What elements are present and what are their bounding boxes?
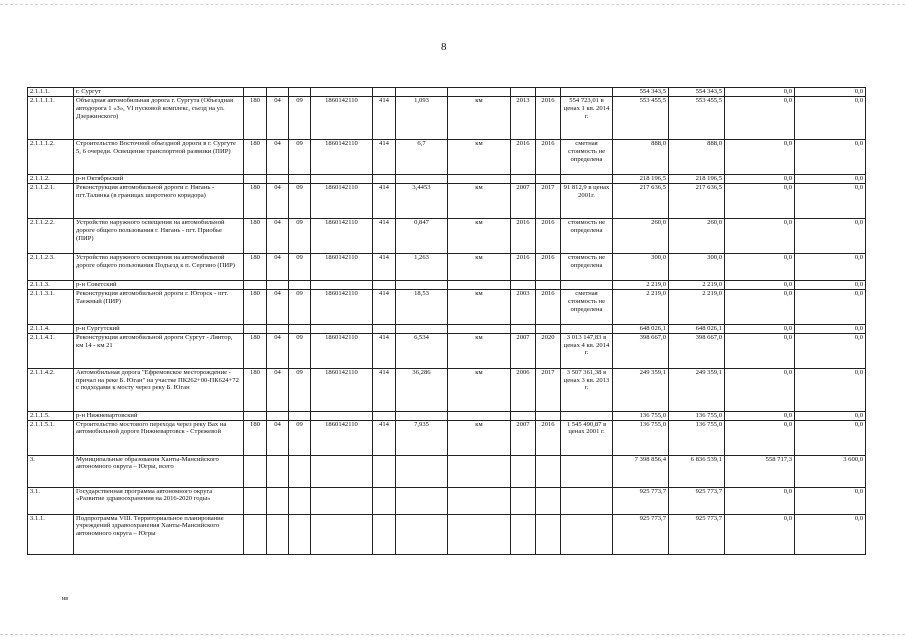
project-name-cell: Муниципальные образования Ханты-Мансийского автономного округа – Югры, всего [74, 455, 244, 487]
code-cell: 2.1.1.4.1. [28, 333, 74, 368]
section-code-cell: 04 [267, 183, 289, 218]
table-row [28, 514, 866, 554]
federal-budget-cell: 0,0 [725, 368, 795, 411]
table-row [28, 411, 866, 420]
expense-type-cell [373, 88, 396, 97]
table-row [28, 139, 866, 174]
total-value-cell: 648 026,1 [613, 324, 669, 333]
capacity-cell [396, 324, 448, 333]
start-year-cell [511, 88, 536, 97]
total-value-cell: 300,0 [613, 253, 669, 280]
table-row [28, 333, 866, 368]
capacity-cell [396, 88, 448, 97]
section-code-cell [267, 280, 289, 289]
section-code-cell: 04 [267, 289, 289, 324]
local-budget-cell: 0,0 [795, 289, 866, 324]
okrug-budget-cell: 2 219,0 [669, 289, 725, 324]
subsection-code-cell [289, 487, 311, 514]
start-year-cell [511, 514, 536, 554]
ministry-code-cell: 180 [244, 139, 267, 174]
expense-type-cell [373, 455, 396, 487]
start-year-cell: 2007 [511, 333, 536, 368]
project-name-cell: Автомобильная дорога "Ефремовское месторождение - причал на реке Б. Юган" на участке ПК262+00-ПК624+72 с подходами к мосту через реку Б. Юган [74, 368, 244, 411]
end-year-cell [536, 280, 561, 289]
unit-cell [448, 324, 511, 333]
okrug-budget-cell: 398 667,0 [669, 333, 725, 368]
page-number: 8 [441, 41, 447, 53]
total-value-cell: 398 667,0 [613, 333, 669, 368]
local-budget-cell: 0,0 [795, 487, 866, 514]
section-code-cell: 04 [267, 420, 289, 455]
unit-cell [448, 88, 511, 97]
subsection-code-cell [289, 455, 311, 487]
ministry-code-cell [244, 88, 267, 97]
section-code-cell: 04 [267, 333, 289, 368]
total-value-cell: 888,0 [613, 139, 669, 174]
local-budget-cell: 0,0 [795, 420, 866, 455]
end-year-cell [536, 174, 561, 183]
project-name-cell: р-н Октябрьский [74, 174, 244, 183]
section-code-cell: 04 [267, 218, 289, 253]
end-year-cell: 2016 [536, 253, 561, 280]
target-article-cell: 1860142110 [311, 289, 373, 324]
project-name-cell: Реконструкция автомобильной дороги Сургут - Лянтор, км 14 - км 21 [74, 333, 244, 368]
local-budget-cell: 0,0 [795, 218, 866, 253]
target-article-cell: 1860142110 [311, 333, 373, 368]
local-budget-cell: 0,0 [795, 280, 866, 289]
unit-cell [448, 411, 511, 420]
okrug-budget-cell: 136 755,0 [669, 420, 725, 455]
ministry-code-cell: 180 [244, 420, 267, 455]
unit-cell: км [448, 183, 511, 218]
code-cell: 2.1.1.2.3. [28, 253, 74, 280]
target-article-cell: 1860142110 [311, 139, 373, 174]
target-article-cell: 1860142110 [311, 183, 373, 218]
table-row [28, 183, 866, 218]
code-cell: 2.1.1.2.2. [28, 218, 74, 253]
total-value-cell: 136 755,0 [613, 411, 669, 420]
section-code-cell: 04 [267, 96, 289, 139]
total-value-cell: 218 196,5 [613, 174, 669, 183]
capacity-cell [396, 487, 448, 514]
federal-budget-cell: 0,0 [725, 420, 795, 455]
estimated-cost-cell: 3 507 361,38 в ценах 3 кв. 2013 г. [561, 368, 613, 411]
estimated-cost-cell [561, 324, 613, 333]
okrug-budget-cell: 260,0 [669, 218, 725, 253]
project-name-cell: Подпрограмма VIII. Территориальное планирование учреждений здравоохранения Ханты-Мансийского автономного округа – Югры [74, 514, 244, 554]
table-row [28, 289, 866, 324]
project-name-cell: р-н Нижневартовский [74, 411, 244, 420]
okrug-budget-cell: 2 219,0 [669, 280, 725, 289]
project-name-cell: Устройство наружного освещения на автомобильной дороге общего пользования г. Нягань - пгт. Приобье (ПИР) [74, 218, 244, 253]
target-article-cell [311, 280, 373, 289]
scan-edge-bottom [0, 634, 905, 636]
subsection-code-cell: 09 [289, 183, 311, 218]
end-year-cell [536, 455, 561, 487]
total-value-cell: 925 773,7 [613, 514, 669, 554]
estimated-cost-cell: 1 545 490,87 в ценах 2001 г. [561, 420, 613, 455]
expense-type-cell: 414 [373, 218, 396, 253]
unit-cell: км [448, 368, 511, 411]
table-row [28, 88, 866, 97]
subsection-code-cell: 09 [289, 420, 311, 455]
table-row [28, 174, 866, 183]
code-cell: 2.1.1.3. [28, 280, 74, 289]
capacity-cell: 36,286 [396, 368, 448, 411]
code-cell: 2.1.1.2. [28, 174, 74, 183]
start-year-cell: 2016 [511, 253, 536, 280]
end-year-cell: 2016 [536, 218, 561, 253]
project-name-cell: г. Сургут [74, 88, 244, 97]
total-value-cell: 925 773,7 [613, 487, 669, 514]
target-article-cell [311, 455, 373, 487]
okrug-budget-cell: 554 343,5 [669, 88, 725, 97]
local-budget-cell: 3 600,0 [795, 455, 866, 487]
target-article-cell [311, 88, 373, 97]
investment-table [27, 87, 866, 555]
start-year-cell: 2007 [511, 183, 536, 218]
federal-budget-cell: 0,0 [725, 514, 795, 554]
start-year-cell [511, 324, 536, 333]
okrug-budget-cell: 249 359,1 [669, 368, 725, 411]
table-row [28, 487, 866, 514]
start-year-cell: 2006 [511, 368, 536, 411]
start-year-cell [511, 411, 536, 420]
target-article-cell [311, 514, 373, 554]
ministry-code-cell [244, 280, 267, 289]
okrug-budget-cell: 300,0 [669, 253, 725, 280]
project-name-cell: р-н Советский [74, 280, 244, 289]
local-budget-cell: 0,0 [795, 411, 866, 420]
code-cell: 3.1. [28, 487, 74, 514]
ministry-code-cell [244, 411, 267, 420]
code-cell: 2.1.1.3.1. [28, 289, 74, 324]
capacity-cell: 1,263 [396, 253, 448, 280]
local-budget-cell: 0,0 [795, 514, 866, 554]
end-year-cell: 2017 [536, 183, 561, 218]
okrug-budget-cell: 925 773,7 [669, 514, 725, 554]
end-year-cell: 2016 [536, 139, 561, 174]
total-value-cell: 249 359,1 [613, 368, 669, 411]
estimated-cost-cell: 3 013 147,83 в ценах 4 кв. 2014 г. [561, 333, 613, 368]
expense-type-cell: 414 [373, 289, 396, 324]
capacity-cell: 7,935 [396, 420, 448, 455]
code-cell: 2.1.1.5. [28, 411, 74, 420]
local-budget-cell: 0,0 [795, 253, 866, 280]
local-budget-cell: 0,0 [795, 96, 866, 139]
end-year-cell: 2016 [536, 289, 561, 324]
end-year-cell: 2016 [536, 420, 561, 455]
project-name-cell: Устройство наружного освещения на автомобильной дороге общего пользования Подъезд к п. Сергино (ПИР) [74, 253, 244, 280]
capacity-cell: 3,4453 [396, 183, 448, 218]
unit-cell [448, 280, 511, 289]
capacity-cell: 0,847 [396, 218, 448, 253]
section-code-cell [267, 88, 289, 97]
unit-cell: км [448, 218, 511, 253]
expense-type-cell [373, 174, 396, 183]
section-code-cell [267, 324, 289, 333]
okrug-budget-cell: 888,0 [669, 139, 725, 174]
federal-budget-cell: 0,0 [725, 218, 795, 253]
estimated-cost-cell [561, 487, 613, 514]
section-code-cell [267, 487, 289, 514]
expense-type-cell [373, 324, 396, 333]
capacity-cell [396, 411, 448, 420]
ministry-code-cell: 180 [244, 289, 267, 324]
capacity-cell [396, 174, 448, 183]
expense-type-cell: 414 [373, 368, 396, 411]
expense-type-cell: 414 [373, 139, 396, 174]
start-year-cell [511, 487, 536, 514]
table-row [28, 253, 866, 280]
code-cell: 2.1.1.1.2. [28, 139, 74, 174]
expense-type-cell: 414 [373, 333, 396, 368]
federal-budget-cell: 0,0 [725, 88, 795, 97]
end-year-cell [536, 487, 561, 514]
subsection-code-cell: 09 [289, 218, 311, 253]
expense-type-cell: 414 [373, 420, 396, 455]
ministry-code-cell [244, 324, 267, 333]
capacity-cell: 18,53 [396, 289, 448, 324]
federal-budget-cell: 0,0 [725, 324, 795, 333]
start-year-cell: 2016 [511, 218, 536, 253]
end-year-cell [536, 324, 561, 333]
target-article-cell: 1860142110 [311, 420, 373, 455]
code-cell: 2.1.1.5.1. [28, 420, 74, 455]
end-year-cell [536, 88, 561, 97]
unit-cell: км [448, 420, 511, 455]
project-name-cell: Реконструкция автомобильной дороги г. Югорск - пгт. Таежный (ПИР) [74, 289, 244, 324]
section-code-cell: 04 [267, 368, 289, 411]
expense-type-cell [373, 487, 396, 514]
capacity-cell [396, 455, 448, 487]
unit-cell [448, 174, 511, 183]
section-code-cell [267, 174, 289, 183]
subsection-code-cell [289, 514, 311, 554]
target-article-cell [311, 324, 373, 333]
start-year-cell: 2003 [511, 289, 536, 324]
project-name-cell: Строительство Восточной объездной дороги в г. Сургуте 5, 6 очереди. Освещение транспортной развязки (ПИР) [74, 139, 244, 174]
estimated-cost-cell [561, 514, 613, 554]
ministry-code-cell: 180 [244, 368, 267, 411]
unit-cell: км [448, 333, 511, 368]
estimated-cost-cell: 91 812,9 в ценах 2001г. [561, 183, 613, 218]
target-article-cell [311, 411, 373, 420]
local-budget-cell: 0,0 [795, 368, 866, 411]
target-article-cell: 1860142110 [311, 218, 373, 253]
okrug-budget-cell: 136 755,0 [669, 411, 725, 420]
project-name-cell: Реконструкция автомобильной дороги г. Нягань - пгт.Талинка (в границах широтного коридора) [74, 183, 244, 218]
capacity-cell: 6,7 [396, 139, 448, 174]
federal-budget-cell: 0,0 [725, 333, 795, 368]
table-body [28, 88, 866, 555]
project-name-cell: Строительство мостового перехода через реку Вах на автомобильной дороге Нижневартовск - Стрежевой [74, 420, 244, 455]
expense-type-cell: 414 [373, 253, 396, 280]
total-value-cell: 136 755,0 [613, 420, 669, 455]
end-year-cell: 2017 [536, 368, 561, 411]
capacity-cell [396, 280, 448, 289]
okrug-budget-cell: 553 455,5 [669, 96, 725, 139]
footer-mark: ив [62, 596, 69, 602]
estimated-cost-cell [561, 411, 613, 420]
unit-cell: км [448, 96, 511, 139]
table-row [28, 96, 866, 139]
local-budget-cell: 0,0 [795, 333, 866, 368]
estimated-cost-cell: стоимость не определена [561, 218, 613, 253]
total-value-cell: 217 636,5 [613, 183, 669, 218]
unit-cell: км [448, 253, 511, 280]
federal-budget-cell: 0,0 [725, 96, 795, 139]
table-row [28, 455, 866, 487]
target-article-cell: 1860142110 [311, 368, 373, 411]
section-code-cell [267, 411, 289, 420]
code-cell: 3.1.1. [28, 514, 74, 554]
ministry-code-cell [244, 174, 267, 183]
federal-budget-cell: 0,0 [725, 183, 795, 218]
local-budget-cell: 0,0 [795, 88, 866, 97]
subsection-code-cell [289, 280, 311, 289]
ministry-code-cell: 180 [244, 253, 267, 280]
target-article-cell: 1860142110 [311, 96, 373, 139]
ministry-code-cell: 180 [244, 183, 267, 218]
start-year-cell [511, 455, 536, 487]
okrug-budget-cell: 648 026,1 [669, 324, 725, 333]
capacity-cell: 1,093 [396, 96, 448, 139]
ministry-code-cell: 180 [244, 218, 267, 253]
code-cell: 3. [28, 455, 74, 487]
subsection-code-cell: 09 [289, 333, 311, 368]
ministry-code-cell [244, 487, 267, 514]
target-article-cell [311, 487, 373, 514]
okrug-budget-cell: 217 636,5 [669, 183, 725, 218]
local-budget-cell: 0,0 [795, 174, 866, 183]
code-cell: 2.1.1.2.1. [28, 183, 74, 218]
federal-budget-cell: 0,0 [725, 139, 795, 174]
end-year-cell [536, 411, 561, 420]
total-value-cell: 2 219,0 [613, 289, 669, 324]
local-budget-cell: 0,0 [795, 139, 866, 174]
end-year-cell [536, 514, 561, 554]
expense-type-cell: 414 [373, 183, 396, 218]
section-code-cell [267, 514, 289, 554]
section-code-cell: 04 [267, 139, 289, 174]
local-budget-cell: 0,0 [795, 183, 866, 218]
subsection-code-cell: 09 [289, 96, 311, 139]
section-code-cell [267, 455, 289, 487]
subsection-code-cell [289, 411, 311, 420]
unit-cell: км [448, 139, 511, 174]
end-year-cell: 2020 [536, 333, 561, 368]
estimated-cost-cell [561, 174, 613, 183]
unit-cell [448, 514, 511, 554]
target-article-cell: 1860142110 [311, 253, 373, 280]
end-year-cell: 2016 [536, 96, 561, 139]
subsection-code-cell: 09 [289, 253, 311, 280]
total-value-cell: 554 343,5 [613, 88, 669, 97]
table-row [28, 368, 866, 411]
section-code-cell: 04 [267, 253, 289, 280]
federal-budget-cell: 0,0 [725, 280, 795, 289]
local-budget-cell: 0,0 [795, 324, 866, 333]
estimated-cost-cell [561, 455, 613, 487]
subsection-code-cell: 09 [289, 368, 311, 411]
federal-budget-cell: 0,0 [725, 487, 795, 514]
federal-budget-cell: 0,0 [725, 411, 795, 420]
subsection-code-cell [289, 324, 311, 333]
federal-budget-cell: 0,0 [725, 253, 795, 280]
total-value-cell: 553 455,5 [613, 96, 669, 139]
project-name-cell: Объездная автомобильная дорога г. Сургута (Объездная автодорога 1 «З», VI пусковой комплекс, съезд на ул. Дзержинского) [74, 96, 244, 139]
start-year-cell: 2016 [511, 139, 536, 174]
capacity-cell: 6,534 [396, 333, 448, 368]
ministry-code-cell [244, 514, 267, 554]
expense-type-cell [373, 280, 396, 289]
scan-edge-top [0, 4, 905, 6]
code-cell: 2.1.1.4.2. [28, 368, 74, 411]
capacity-cell [396, 514, 448, 554]
federal-budget-cell: 558 717,3 [725, 455, 795, 487]
total-value-cell: 7 398 856,4 [613, 455, 669, 487]
expense-type-cell [373, 411, 396, 420]
ministry-code-cell: 180 [244, 333, 267, 368]
subsection-code-cell [289, 174, 311, 183]
expense-type-cell [373, 514, 396, 554]
okrug-budget-cell: 925 773,7 [669, 487, 725, 514]
subsection-code-cell: 09 [289, 139, 311, 174]
start-year-cell [511, 280, 536, 289]
table-row [28, 324, 866, 333]
total-value-cell: 260,0 [613, 218, 669, 253]
federal-budget-cell: 0,0 [725, 174, 795, 183]
estimated-cost-cell: стоимость не определена [561, 253, 613, 280]
unit-cell [448, 455, 511, 487]
unit-cell [448, 487, 511, 514]
project-name-cell: р-н Сургутский [74, 324, 244, 333]
table-row [28, 218, 866, 253]
start-year-cell: 2007 [511, 420, 536, 455]
ministry-code-cell: 180 [244, 96, 267, 139]
estimated-cost-cell [561, 88, 613, 97]
estimated-cost-cell [561, 280, 613, 289]
start-year-cell [511, 174, 536, 183]
estimated-cost-cell: сметная стоимость не определена [561, 139, 613, 174]
subsection-code-cell [289, 88, 311, 97]
table-row [28, 420, 866, 455]
estimated-cost-cell: 554 723,01 в ценах 1 кв. 2014 г. [561, 96, 613, 139]
ministry-code-cell [244, 455, 267, 487]
okrug-budget-cell: 218 196,5 [669, 174, 725, 183]
table-row [28, 280, 866, 289]
subsection-code-cell: 09 [289, 289, 311, 324]
unit-cell: км [448, 289, 511, 324]
total-value-cell: 2 219,0 [613, 280, 669, 289]
code-cell: 2.1.1.1.1. [28, 96, 74, 139]
code-cell: 2.1.1.1. [28, 88, 74, 97]
start-year-cell: 2013 [511, 96, 536, 139]
project-name-cell: Государственная программа автономного округа «Развитие здравоохранения на 2016-2020 годы» [74, 487, 244, 514]
federal-budget-cell: 0,0 [725, 289, 795, 324]
target-article-cell [311, 174, 373, 183]
estimated-cost-cell: сметная стоимость не определена [561, 289, 613, 324]
okrug-budget-cell: 6 836 539,1 [669, 455, 725, 487]
expense-type-cell: 414 [373, 96, 396, 139]
code-cell: 2.1.1.4. [28, 324, 74, 333]
